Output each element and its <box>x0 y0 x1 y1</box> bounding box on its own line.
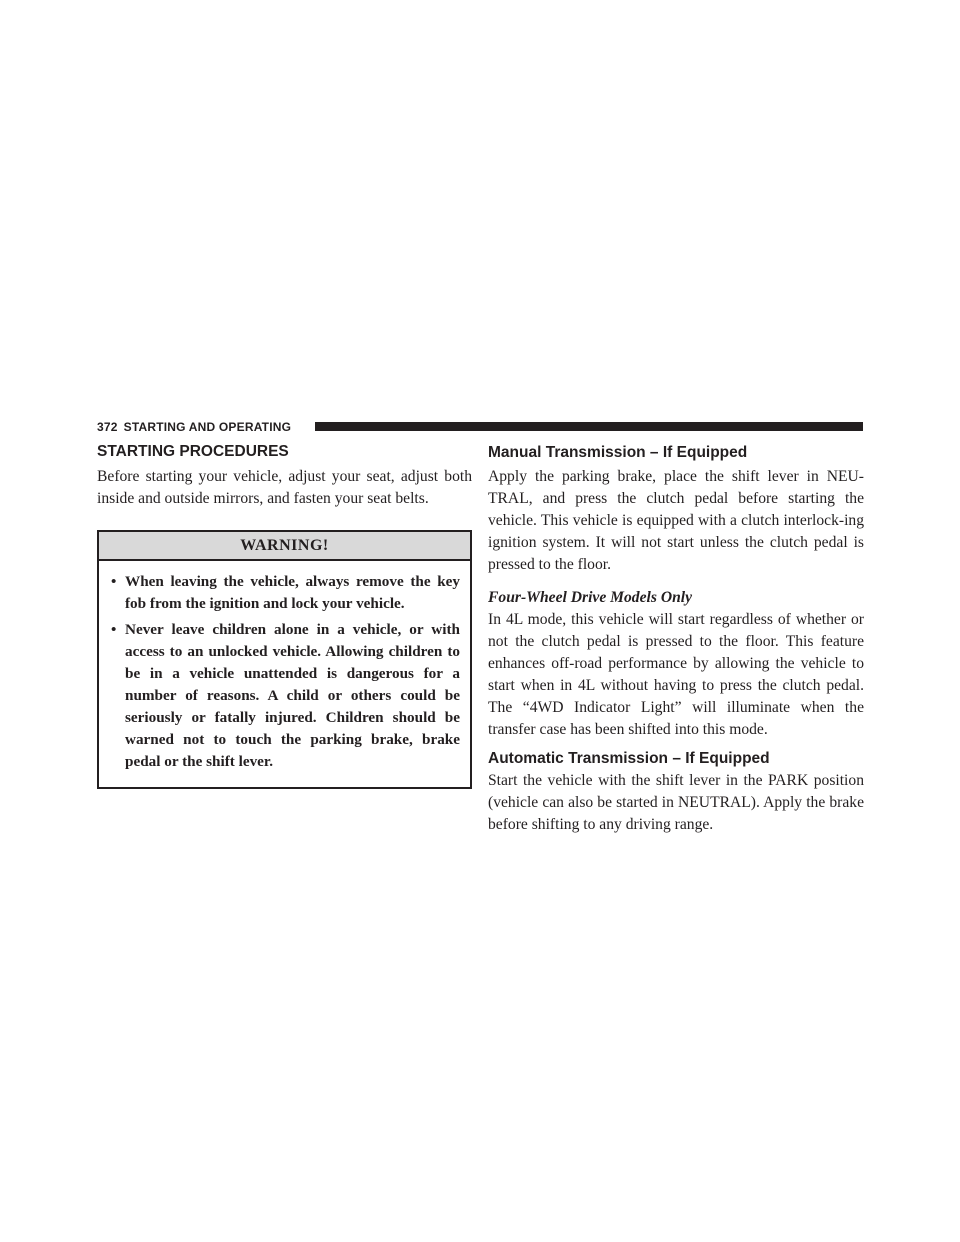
header-rule <box>315 422 863 431</box>
page-header <box>97 419 863 435</box>
bullet-icon: • <box>111 573 117 590</box>
warning-item-text: When leaving the vehicle, always remove the key fob from the ignition and lock your vehicle. <box>125 573 460 612</box>
left-column <box>97 443 472 789</box>
manual-transmission-heading: Manual Transmission – If Equipped <box>488 444 748 461</box>
four-wheel-drive-heading: Four-Wheel Drive Models Only <box>488 589 693 606</box>
automatic-transmission-text: Start the vehicle with the shift lever in the PARK position (vehicle can also be started in NEUTRAL). Apply the brake before shifting to any driving range. <box>488 772 864 833</box>
section-title: STARTING PROCEDURES <box>97 443 289 460</box>
section-name: STARTING AND OPERATING <box>123 420 292 434</box>
four-wheel-drive-text: In 4L mode, this vehicle will start regardless of whether or not the clutch pedal is pressed to the floor. This feature enhances off-road performance by allowing the vehicle to start when in 4L without having to press the clutch pedal. The “4WD Indicator Light” will illuminate when the transfer case has been shifted into this mode. <box>488 611 864 738</box>
manual-transmission-text: Apply the parking brake, place the shift lever in NEU-TRAL, and press the clutch pedal before starting the vehicle. This vehicle is equipped with a clutch interlock-ing ignition system. It will not start unless the clutch pedal is pressed to the floor. <box>488 468 864 573</box>
page-number: 372 <box>97 420 118 434</box>
warning-item <box>111 571 460 615</box>
warning-box <box>97 530 472 789</box>
warning-title: WARNING! <box>99 532 470 561</box>
warning-item <box>111 619 460 773</box>
intro-paragraph: Before starting your vehicle, adjust your seat, adjust both inside and outside mirrors, and fasten your seat belts. <box>97 468 472 507</box>
bullet-icon: • <box>111 621 117 638</box>
automatic-transmission-heading: Automatic Transmission – If Equipped <box>488 750 770 767</box>
right-column <box>488 443 864 836</box>
warning-list <box>99 561 470 787</box>
page-header-label <box>97 420 291 434</box>
warning-item-text: Never leave children alone in a vehicle, or with access to an unlocked vehicle. Allowing children to be in a vehicle unattended is dangerous for a number of reasons. A child or others could be seriously or fatally injured. Children should be warned not to touch the parking brake, brake pedal or the shift lever. <box>125 621 460 770</box>
